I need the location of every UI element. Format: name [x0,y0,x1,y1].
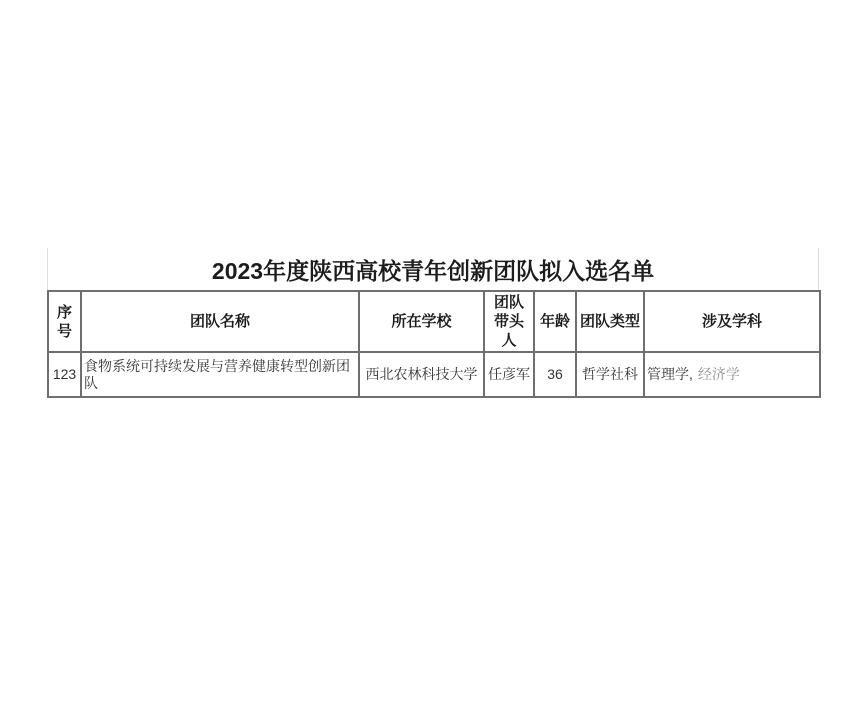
cell-team-type: 哲学社科 [576,352,644,397]
results-sheet [47,248,819,398]
cell-team-name: 食物系统可持续发展与营养健康转型创新团队 [81,352,359,397]
column-header-disciplines: 涉及学科 [644,291,820,352]
cell-serial: 123 [48,352,81,397]
teams-table [47,290,821,398]
column-header-leader: 团队带头人 [484,291,534,352]
column-header-team-name: 团队名称 [81,291,359,352]
column-header-age: 年龄 [534,291,576,352]
header-row [48,291,820,352]
cell-leader: 任彦军 [484,352,534,397]
column-header-serial: 序号 [48,291,81,352]
cell-age: 36 [534,352,576,397]
discipline-secondary: 经济学 [697,366,740,382]
page-title: 2023年度陕西高校青年创新团队拟入选名单 [211,257,655,284]
discipline-primary: 管理学, [647,366,693,382]
table-title-row [47,248,819,290]
column-header-school: 所在学校 [359,291,484,352]
cell-school: 西北农林科技大学 [359,352,484,397]
column-header-team-type: 团队类型 [576,291,644,352]
cell-disciplines [644,352,820,397]
table-row [48,352,820,397]
